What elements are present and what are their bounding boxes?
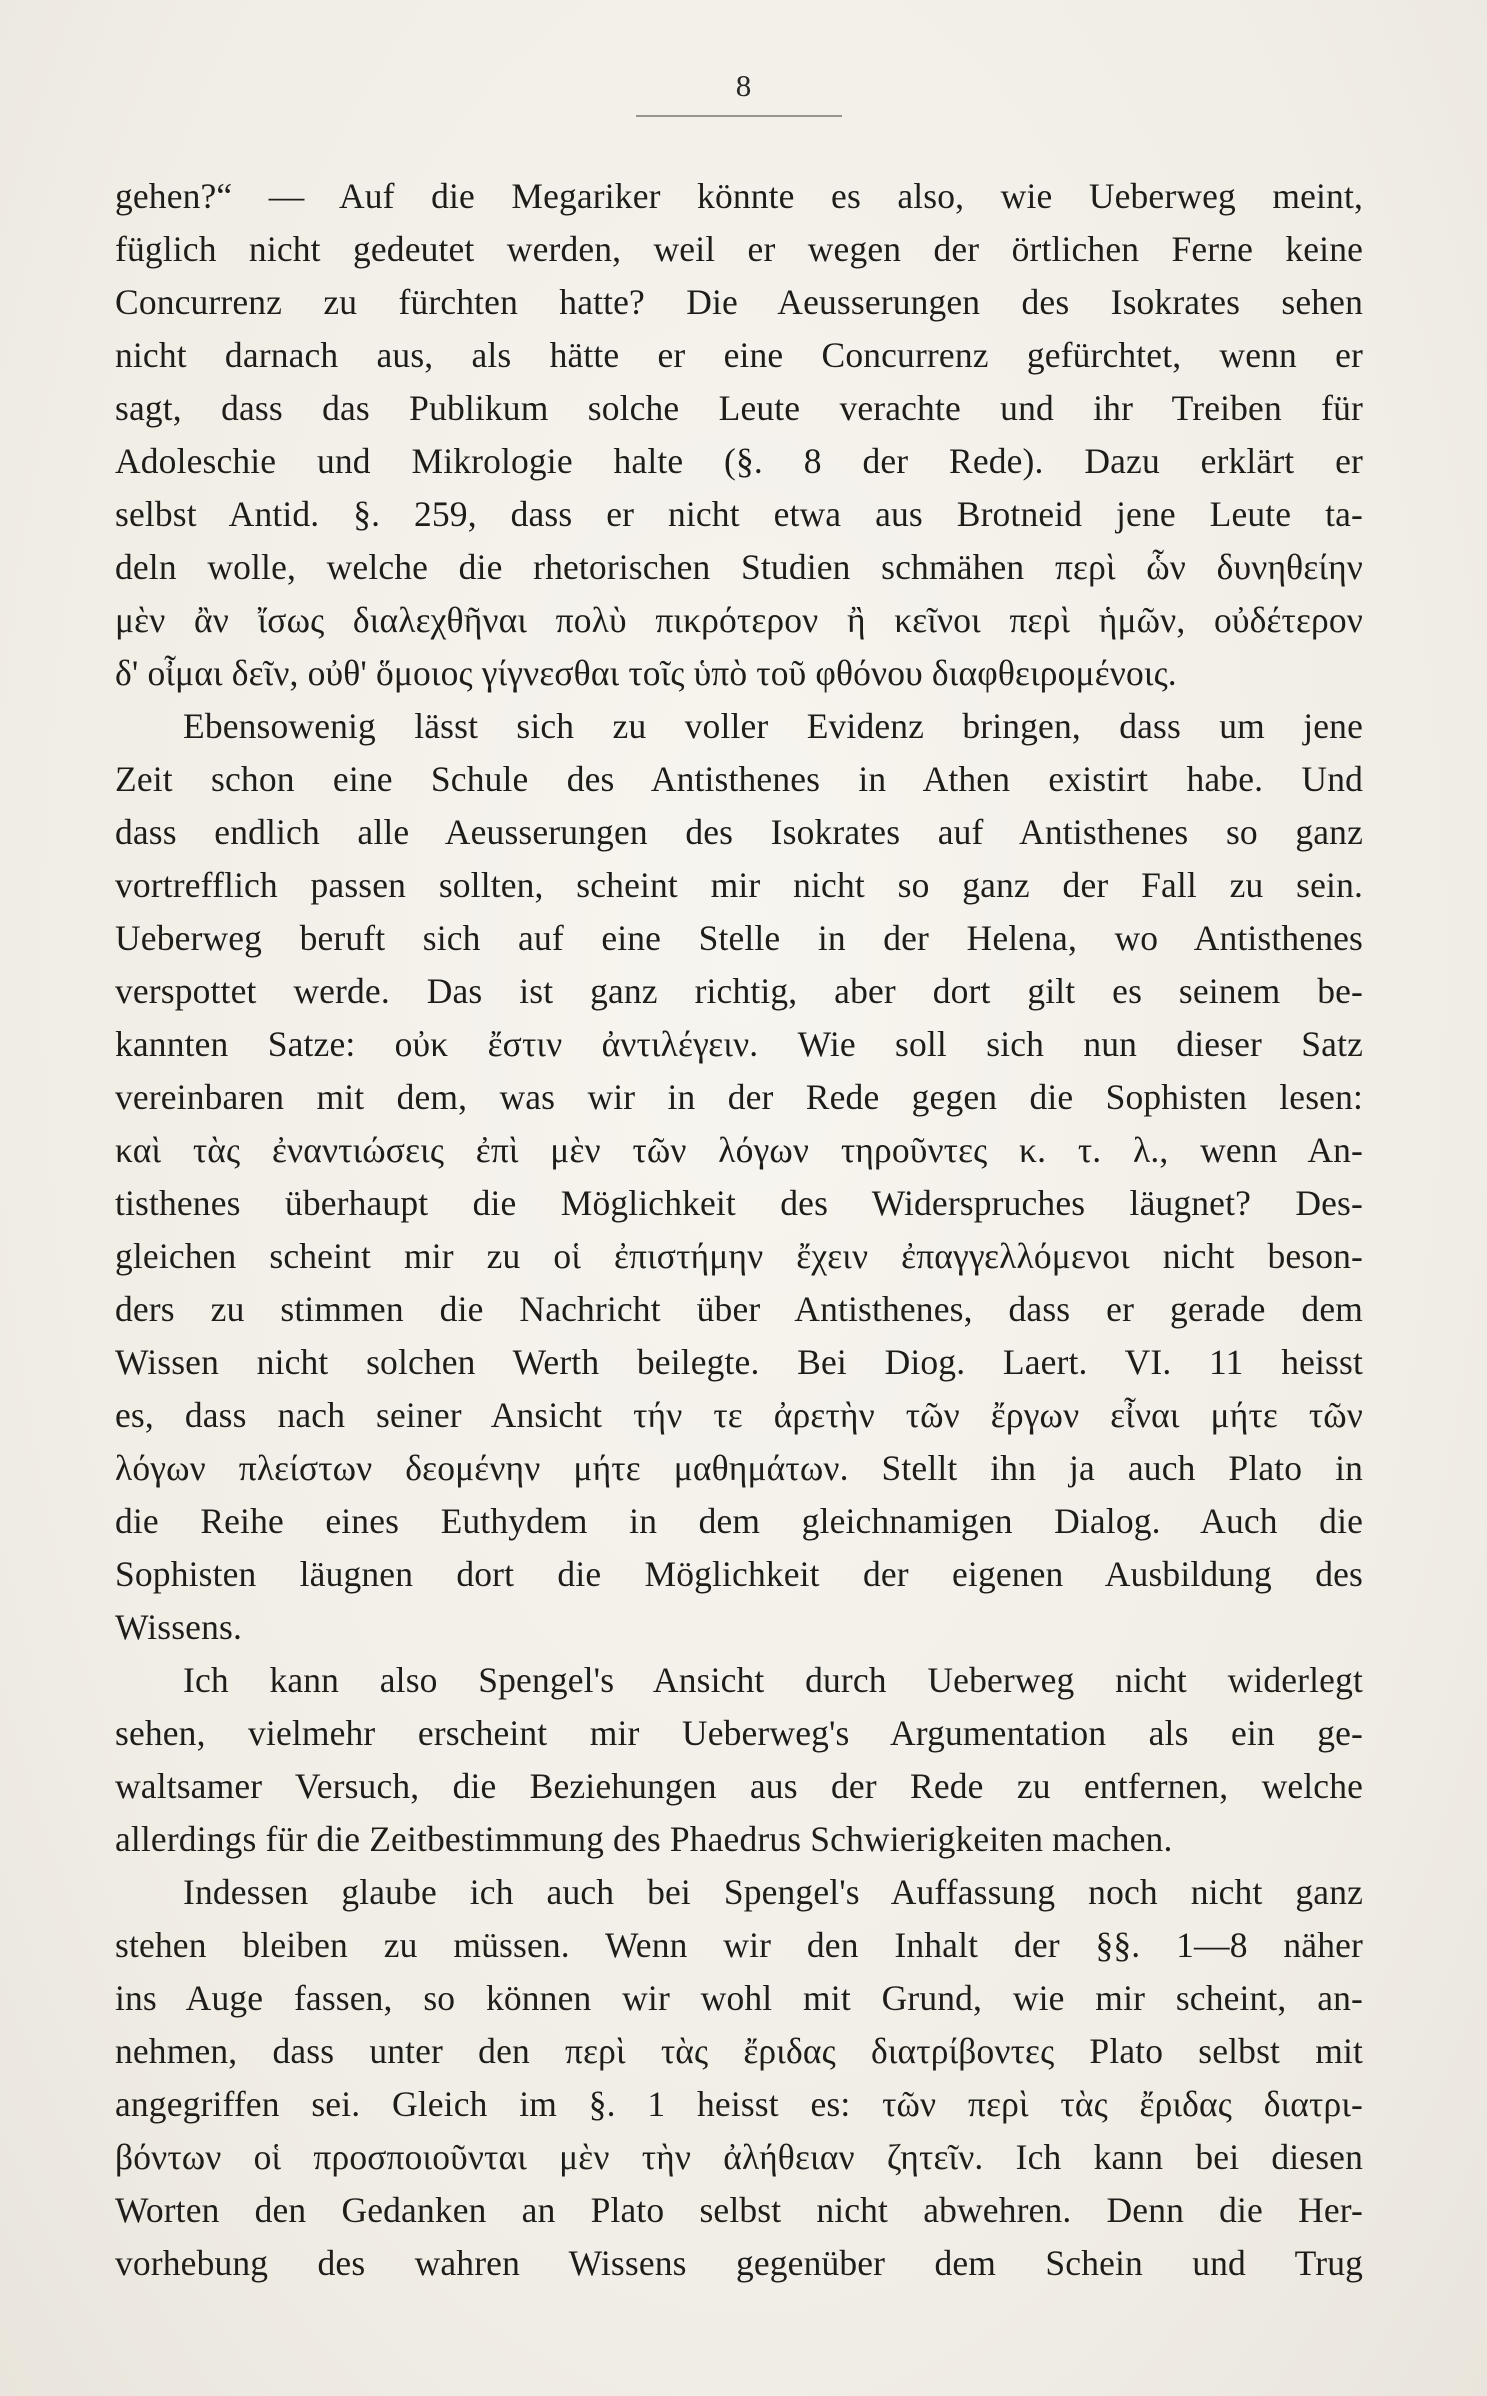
text-line: Concurrenz zu fürchten hatte? Die Aeusserungen des Isokrates sehen [115,282,1363,322]
text-line: füglich nicht gedeutet werden, weil er wegen der örtlichen Ferne keine [115,229,1363,269]
text-line: die Reihe eines Euthydem in dem gleichnamigen Dialog. Auch die [115,1501,1363,1541]
page-number-rule [636,115,842,117]
text-line: λόγων πλείστων δεομένην μήτε μαθημάτων. Stellt ihn ja auch Plato in [115,1448,1363,1488]
text-line: sagt, dass das Publikum solche Leute verachte und ihr Treiben für [115,388,1363,428]
text-line: selbst Antid. §. 259, dass er nicht etwa aus Brotneid jene Leute ta- [115,494,1363,534]
text-line: vortrefflich passen sollten, scheint mir nicht so ganz der Fall zu sein. [115,865,1363,905]
text-line: vereinbaren mit dem, was wir in der Rede gegen die Sophisten lesen: [115,1077,1363,1117]
text-line: Adoleschie und Mikrologie halte (§. 8 der Rede). Dazu erklärt er [115,441,1363,481]
body-text [115,170,1363,2290]
text-line: Ich kann also Spengel's Ansicht durch Ueberweg nicht widerlegt [183,1660,1363,1700]
text-line: Ebensowenig lässt sich zu voller Evidenz bringen, dass um jene [183,706,1363,746]
greek-quote-line: μὲν ἂν ἴσως διαλεχθῆναι πολὺ πικρότερον ἢ κεῖνοι περὶ ἡμῶν, οὐδέτερον [115,600,1363,640]
page-number: 8 [735,68,752,103]
text-line: Wissens. [115,1607,242,1647]
text-line: nicht darnach aus, als hätte er eine Concurrenz gefürchtet, wenn er [115,335,1363,375]
text-line: waltsamer Versuch, die Beziehungen aus der Rede zu entfernen, welche [115,1766,1363,1806]
text-line: es, dass nach seiner Ansicht τήν τε ἀρετὴν τῶν ἔργων εἶναι μήτε τῶν [115,1395,1363,1435]
greek-quote-line: δ' οἶμαι δεῖν, οὐθ' ὅμοιος γίγνεσθαι τοῖς ὑπὸ τοῦ φθόνου διαφθειρομένοις. [115,653,1177,693]
text-line: Worten den Gedanken an Plato selbst nicht abwehren. Denn die Her- [115,2190,1363,2230]
text-line: Wissen nicht solchen Werth beilegte. Bei Diog. Laert. VI. 11 heisst [115,1342,1363,1382]
text-line: gleichen scheint mir zu οἱ ἐπιστήμην ἔχειν ἐπαγγελλόμενοι nicht beson- [115,1236,1363,1276]
text-line: vorhebung des wahren Wissens gegenüber dem Schein und Trug [115,2243,1363,2283]
text-line: καὶ τὰς ἐναντιώσεις ἐπὶ μὲν τῶν λόγων τηροῦντες κ. τ. λ., wenn An- [115,1130,1363,1170]
text-line: allerdings für die Zeitbestimmung des Phaedrus Schwierigkeiten machen. [115,1819,1173,1859]
text-line: Indessen glaube ich auch bei Spengel's Auffassung noch nicht ganz [183,1872,1363,1912]
text-line: ins Auge fassen, so können wir wohl mit Grund, wie mir scheint, an- [115,1978,1363,2018]
text-line: verspottet werde. Das ist ganz richtig, aber dort gilt es seinem be- [115,971,1363,1011]
text-line: angegriffen sei. Gleich im §. 1 heisst es: τῶν περὶ τὰς ἔριδας διατρι- [115,2084,1363,2124]
text-line: nehmen, dass unter den περὶ τὰς ἔριδας διατρίβοντες Plato selbst mit [115,2031,1363,2071]
text-line: ders zu stimmen die Nachricht über Antisthenes, dass er gerade dem [115,1289,1363,1329]
text-line: Sophisten läugnen dort die Möglichkeit der eigenen Ausbildung des [115,1554,1363,1594]
text-line: Zeit schon eine Schule des Antisthenes in Athen existirt habe. Und [115,759,1363,799]
text-line: tisthenes überhaupt die Möglichkeit des Widerspruches läugnet? Des- [115,1183,1363,1223]
text-line: dass endlich alle Aeusserungen des Isokrates auf Antisthenes so ganz [115,812,1363,852]
text-line: deln wolle, welche die rhetorischen Studien schmähen περὶ ὧν δυνηθείην [115,547,1363,587]
text-line: gehen?“ — Auf die Megariker könnte es also, wie Ueberweg meint, [115,176,1363,216]
text-line: βόντων οἱ προσποιοῦνται μὲν τὴν ἀλήθειαν ζητεῖν. Ich kann bei diesen [115,2137,1363,2177]
text-line: kannten Satze: οὐκ ἔστιν ἀντιλέγειν. Wie soll sich nun dieser Satz [115,1024,1363,1064]
text-line: sehen, vielmehr erscheint mir Ueberweg's Argumentation als ein ge- [115,1713,1363,1753]
text-line: stehen bleiben zu müssen. Wenn wir den Inhalt der §§. 1—8 näher [115,1925,1363,1965]
text-line: Ueberweg beruft sich auf eine Stelle in der Helena, wo Antisthenes [115,918,1363,958]
